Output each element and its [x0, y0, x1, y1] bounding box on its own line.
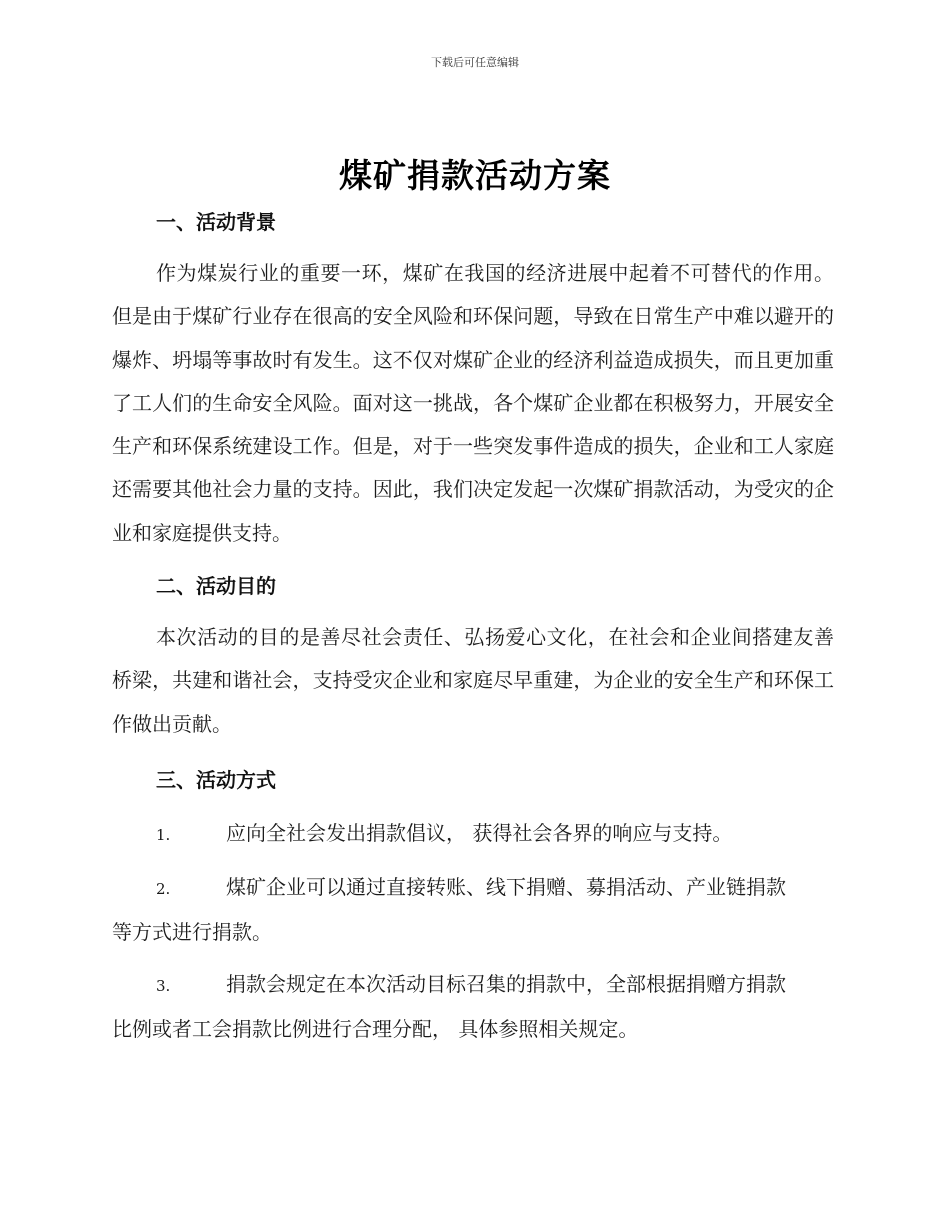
list-item-number: 3.: [156, 977, 171, 995]
section-heading-method: 三、活动方式: [156, 768, 276, 792]
list-item-text: 捐款会规定在本次活动目标召集的捐款中，全部根据捐赠方捐款: [226, 972, 786, 996]
list-item-text: 煤矿企业可以通过直接转账、线下捐赠、募捐活动、产业链捐款: [226, 875, 786, 899]
list-item: [112, 963, 834, 1051]
list-item-continuation: 比例或者工会捐款比例进行合理分配， 具体参照相关规定。: [112, 1017, 639, 1041]
list-item-continuation: 等方式进行捐款。: [112, 920, 272, 944]
list-item-text: 应向全社会发出捐款倡议， 获得社会各界的响应与支持。: [226, 821, 733, 845]
list-item: [112, 866, 834, 954]
section-paragraph-purpose: 本次活动的目的是善尽社会责任、弘扬爱心文化，在社会和企业间搭建友善桥梁，共建和谐社会，支持受灾企业和家庭尽早重建，为企业的安全生产和环保工作做出贡献。: [112, 625, 834, 736]
document-title: 煤矿捐款活动方案: [339, 156, 611, 195]
list-item-number: 2.: [156, 880, 171, 898]
section-heading-purpose: 二、活动目的: [156, 574, 276, 598]
list-item: [112, 812, 834, 857]
section-paragraph-background: 作为煤炭行业的重要一环，煤矿在我国的经济进展中起着不可替代的作用。但是由于煤矿行业存在很高的安全风险和环保问题，导致在日常生产中难以避开的爆炸、坍塌等事故时有发生。这不仅对煤矿企业的经济利益造成损失，而且更加重了工人们的生命安全风险。面对这一挑战，各个煤矿企业都在积极努力，开展安全生产和环保系统建设工作。但是，对于一些突发事件造成的损失，企业和工人家庭还需要其他社会力量的支持。因此，我们决定发起一次煤矿捐款活动，为受灾的企业和家庭提供支持。: [112, 261, 834, 545]
list-item-number: 1.: [156, 826, 171, 844]
section-heading-background: 一、活动背景: [156, 210, 276, 234]
header-note: 下载后可任意编辑: [431, 56, 519, 69]
